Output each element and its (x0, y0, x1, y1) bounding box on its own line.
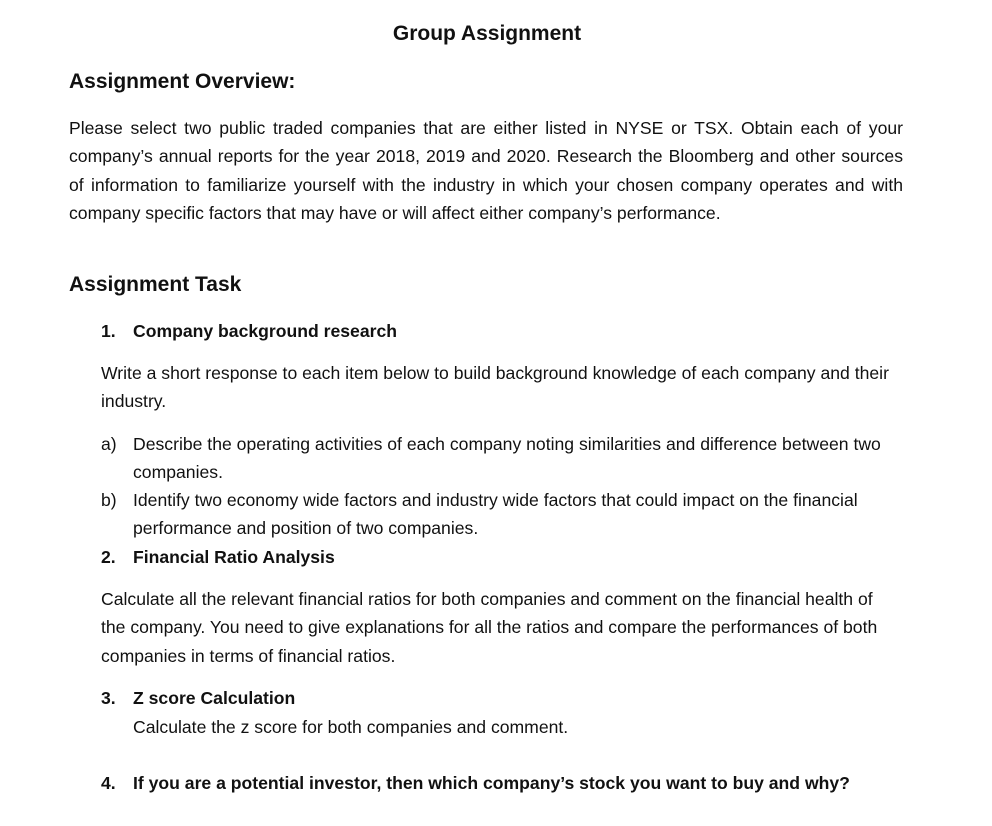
task-3-description: Calculate the z score for both companies and comment. (133, 717, 569, 737)
task-heading: Assignment Task (69, 273, 242, 296)
task-4-number: 4. (101, 773, 116, 793)
task-2-number: 2. (101, 547, 116, 567)
overview-heading: Assignment Overview: (69, 70, 296, 93)
task-3-title: Z score Calculation (133, 688, 296, 708)
task-1-title: Company background research (133, 321, 397, 341)
task-2-description: Calculate all the relevant financial ratios for both companies and comment on the financial health of the company. You need to give explanations for all the ratios and compare the performances of both companies in terms of financial ratios. (101, 589, 878, 666)
task-2-title: Financial Ratio Analysis (133, 547, 335, 567)
task-4-title: If you are a potential investor, then which company’s stock you want to buy and why? (133, 773, 850, 793)
task-3-number: 3. (101, 688, 116, 708)
subitem-a-text: Describe the operating activities of each company noting similarities and difference between two companies. (133, 434, 881, 483)
subitem-b-marker: b) (101, 490, 117, 510)
subitem-b-text: Identify two economy wide factors and industry wide factors that could impact on the financial performance and position of two companies. (133, 490, 858, 539)
overview-paragraph: Please select two public traded companies that are either listed in NYSE or TSX. Obtain each of your company’s annual reports for the year 2018, 2019 and 2020. Research the Bloomberg and other sources of information to familiarize yourself with the industry in which your chosen company operates and with company specific factors that may have or will affect either company’s performance. (69, 118, 903, 223)
task-1-description: Write a short response to each item below to build background knowledge of each company and their industry. (101, 363, 889, 412)
subitem-a-marker: a) (101, 434, 117, 454)
task-1-number: 1. (101, 321, 116, 341)
document-title: Group Assignment (392, 22, 582, 45)
